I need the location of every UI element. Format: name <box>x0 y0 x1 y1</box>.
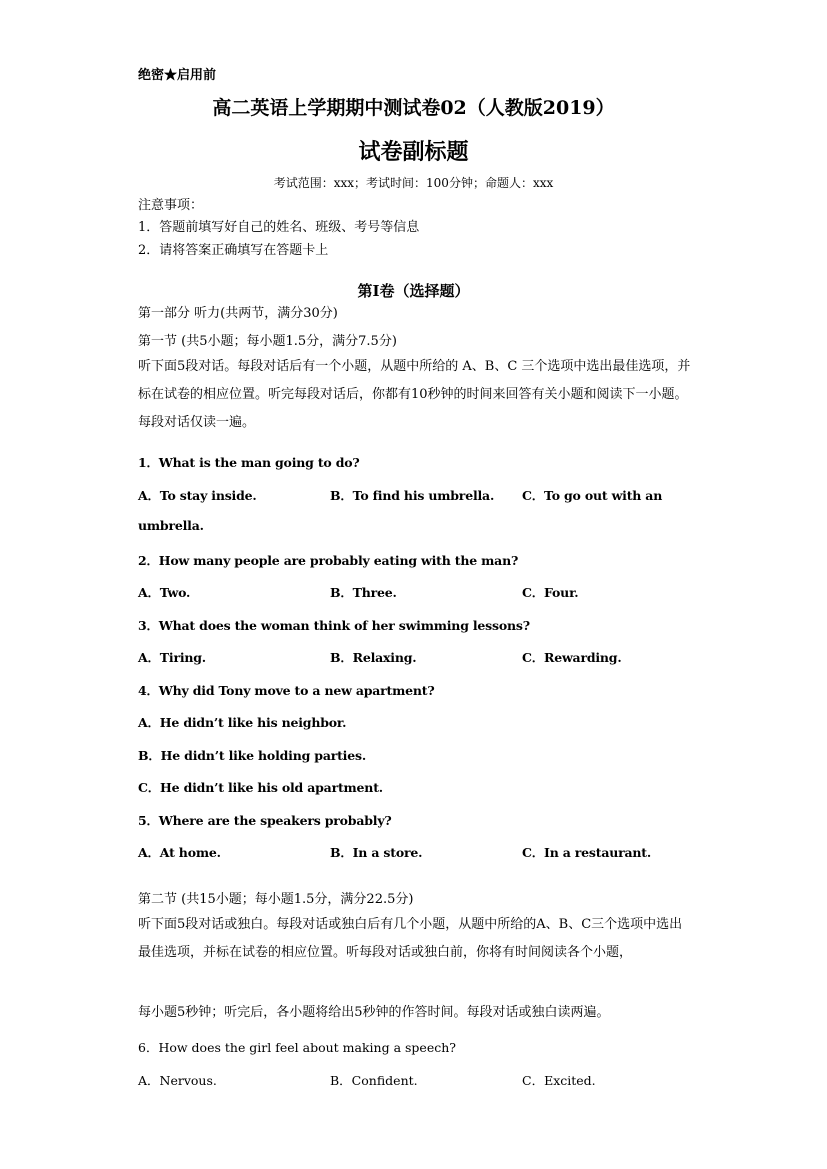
section2-instructions-cont: 每小题5秒钟；听完后，各小题将给出5秒钟的作答时间。每段对话或独白读两遍。 <box>138 1005 610 1020</box>
option-c: C．He didn’t like his old apartment. <box>138 780 383 795</box>
exam-title: 高二英语上学期期中测试卷02（人教版2019） <box>212 97 615 119</box>
exam-subtitle: 试卷副标题 <box>358 139 469 165</box>
option-c-continued: umbrella. <box>138 518 204 533</box>
option-b: B．In a store. <box>330 845 423 860</box>
question-stem: 2．How many people are probably eating with the man? <box>138 553 519 568</box>
option-a: A．He didn’t like his neighbor. <box>138 715 347 730</box>
note-item: 2．请将答案正确填写在答题卡上 <box>138 243 329 258</box>
question-stem: 1．What is the man going to do? <box>138 455 360 470</box>
option-c: C．In a restaurant. <box>522 845 652 860</box>
option-a: A．To stay inside. <box>138 488 257 503</box>
secret-mark: 绝密★启用前 <box>138 68 217 83</box>
option-c: C．To go out with an <box>522 488 663 503</box>
option-a: A．Nervous. <box>138 1073 217 1088</box>
option-c: C．Rewarding. <box>522 650 622 665</box>
option-b: B．To find his umbrella. <box>330 488 495 503</box>
option-b: B．Relaxing. <box>330 650 417 665</box>
question-stem: 3．What does the woman think of her swimming lessons? <box>138 618 530 633</box>
part1-heading: 第一部分 听力(共两节，满分30分) <box>138 306 338 321</box>
notes-heading: 注意事项： <box>138 198 204 213</box>
option-a: A．Tiring. <box>138 650 206 665</box>
exam-info: 考试范围：xxx；考试时间：100分钟；命题人：xxx <box>273 176 554 190</box>
question-stem: 6．How does the girl feel about making a speech? <box>138 1040 456 1055</box>
option-a: A．At home. <box>138 845 221 860</box>
note-item: 1．答题前填写好自己的姓名、班级、考号等信息 <box>138 220 420 235</box>
volume-title: 第I卷（选择题） <box>357 282 470 300</box>
question-stem: 4．Why did Tony move to a new apartment? <box>138 683 435 698</box>
section2-heading: 第二节 (共15小题；每小题1.5分，满分22.5分) <box>138 892 414 907</box>
option-a: A．Two. <box>138 585 191 600</box>
section2-instructions: 听下面5段对话或独白。每段对话或独白后有几个小题，从题中所给的A、B、C三个选项中选出最佳选项，并标在试卷的相应位置。听每段对话或独白前，你将有时间阅读各个小题， <box>138 917 683 960</box>
option-c: C．Excited. <box>522 1073 596 1088</box>
section1-instructions: 听下面5段对话。每段对话后有一个小题，从题中所给的 A、B、C 三个选项中选出最佳选项，并标在试卷的相应位置。听完每段对话后，你都有10秒钟的时间来回答有关小题和阅读下一小题。每段对话仅读一遍。 <box>138 359 691 430</box>
option-c: C．Four. <box>522 585 579 600</box>
section1-heading: 第一节 (共5小题；每小题1.5分，满分7.5分) <box>138 334 397 349</box>
option-b: B．Three. <box>330 585 397 600</box>
option-b: B．He didn’t like holding parties. <box>138 748 366 763</box>
option-b: B．Confident. <box>330 1073 418 1088</box>
question-stem: 5．Where are the speakers probably? <box>138 813 392 828</box>
